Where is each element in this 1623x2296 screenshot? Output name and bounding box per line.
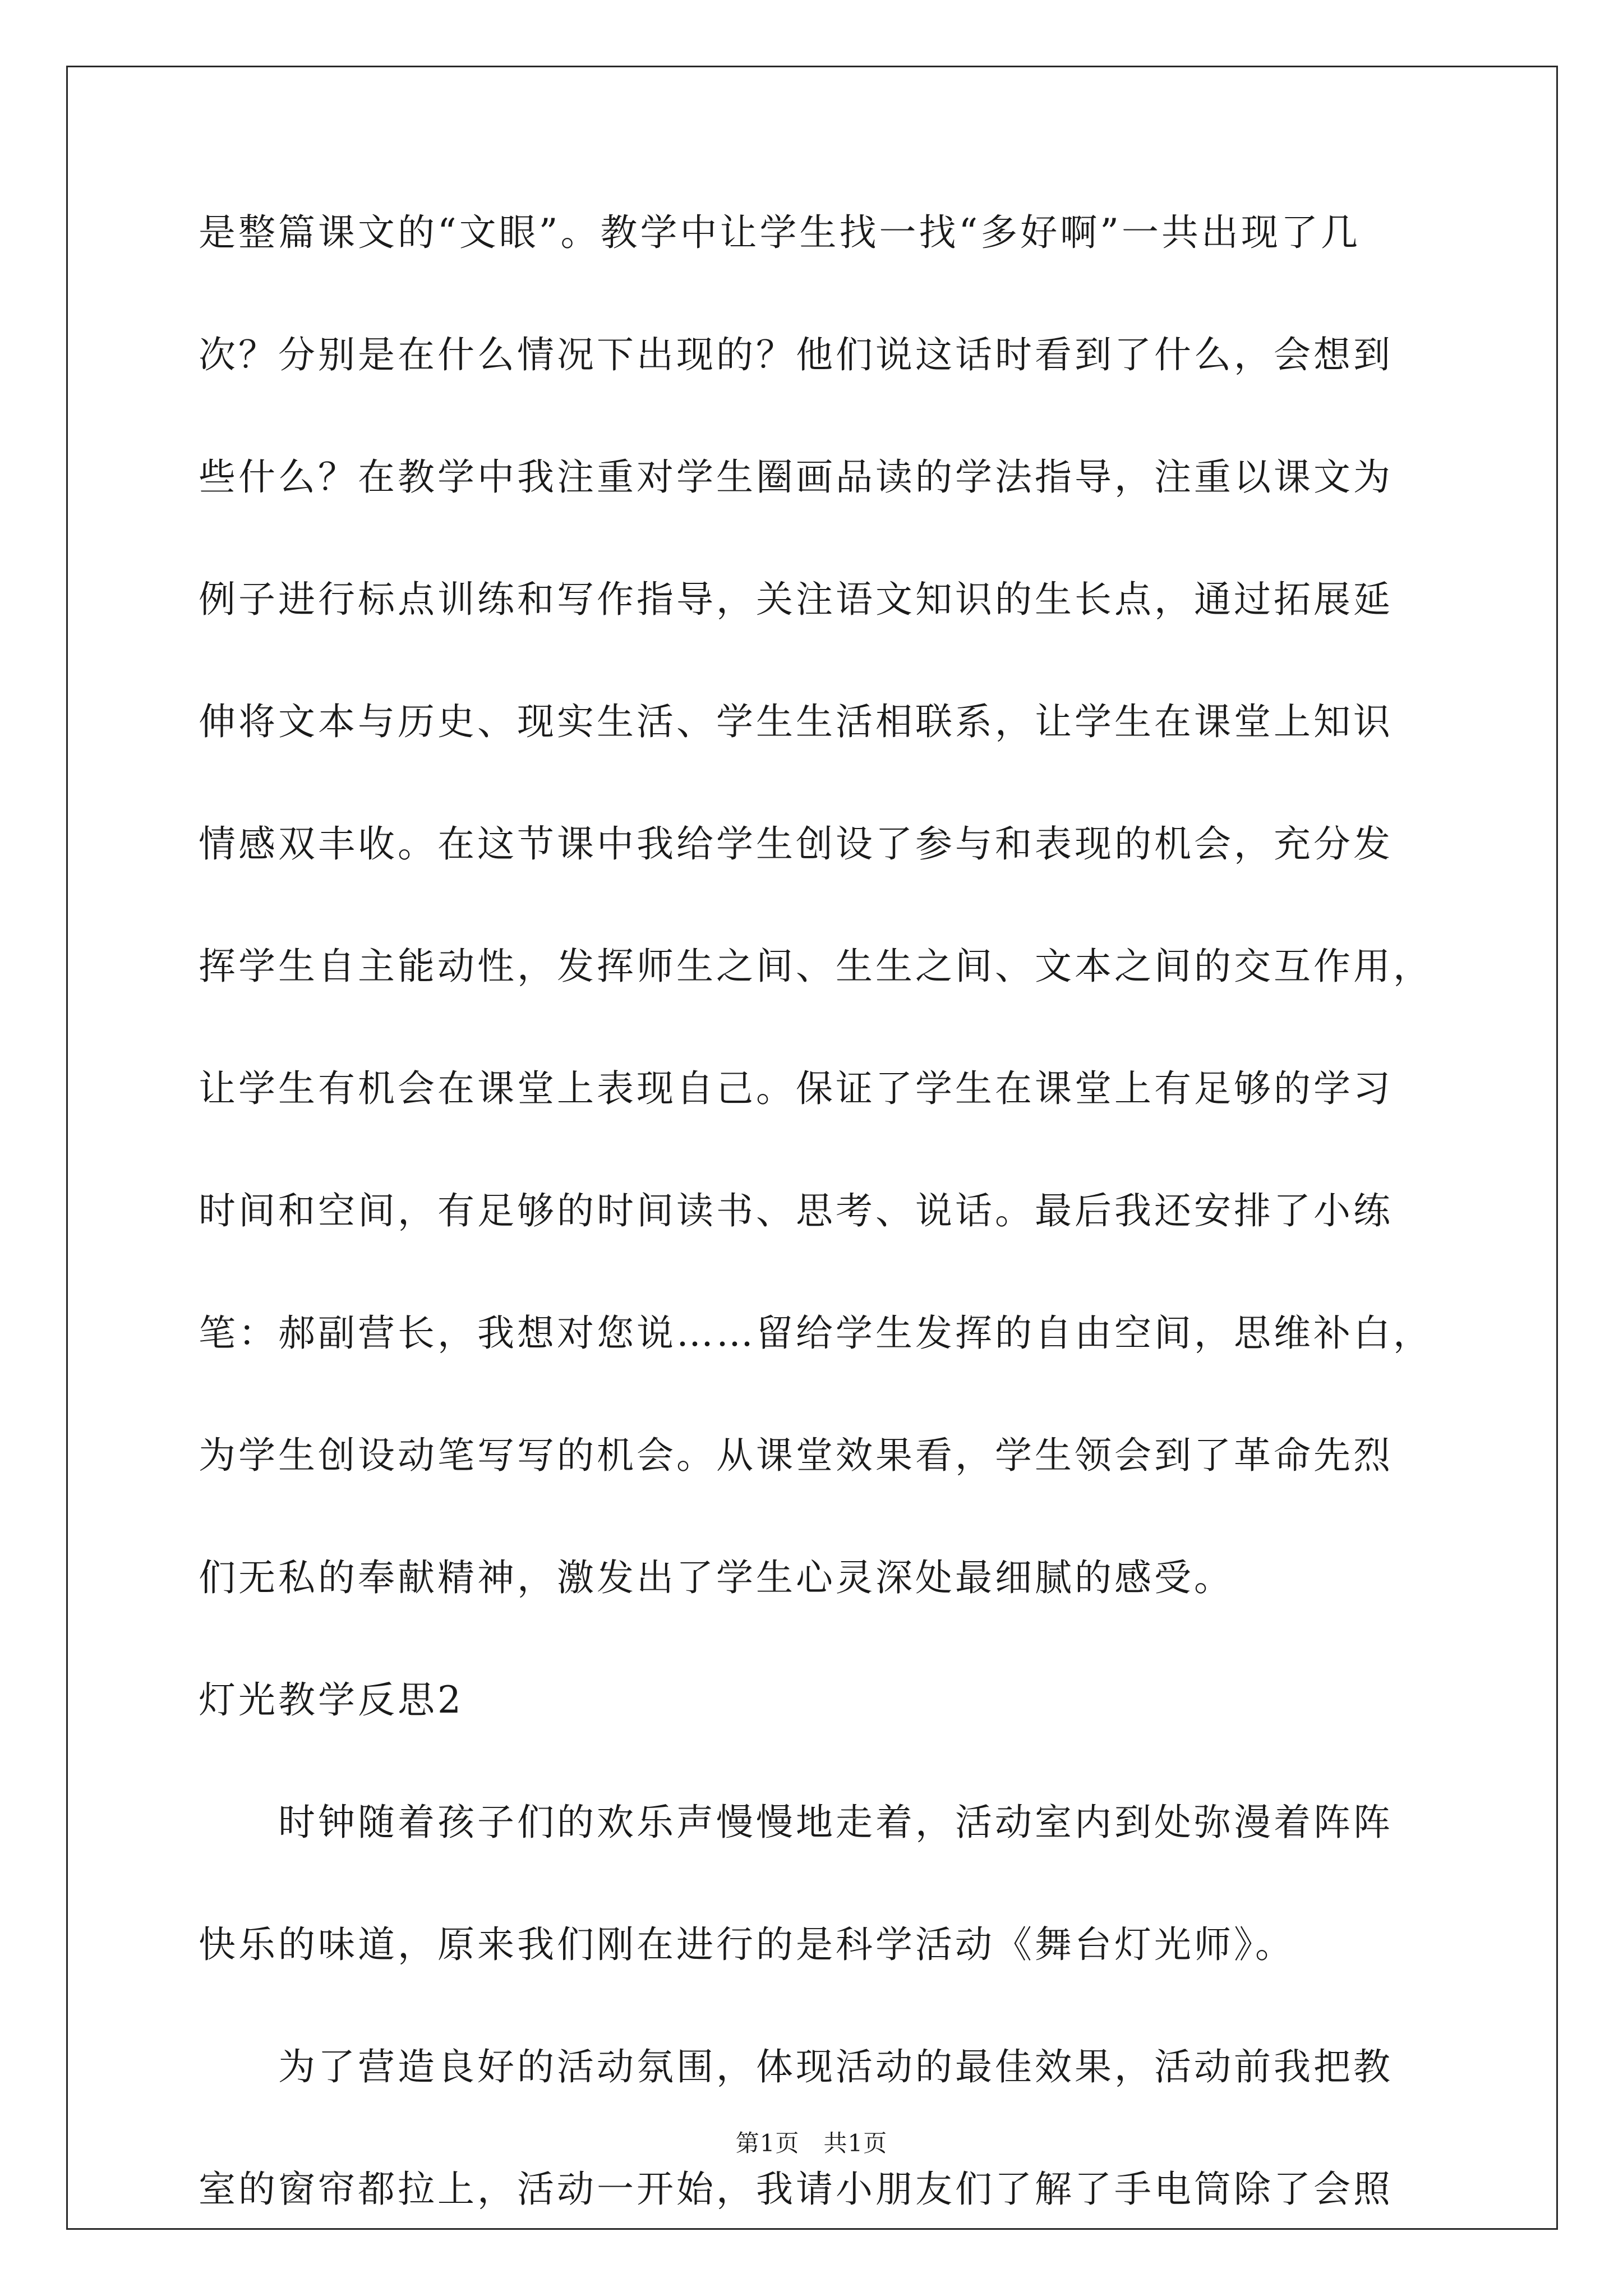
page-border: [66, 66, 1558, 2230]
text-line: 次？分别是在什么情况下出现的？他们说这话时看到了什么，会想到: [199, 333, 1393, 376]
section-heading: 灯光教学反思2: [199, 1678, 464, 1722]
text-line: 时钟随着孩子们的欢乐声慢慢地走着，活动室内到处弥漫着阵阵: [199, 1801, 1393, 1844]
text-line: 时间和空间，有足够的时间读书、思考、说话。最后我还安排了小练: [199, 1189, 1393, 1232]
text-line: 些什么？在教学中我注重对学生圈画品读的学法指导，注重以课文为: [199, 455, 1393, 499]
text-line: 笔：郝副营长，我想对您说……留给学生发挥的自由空间，思维补白，: [199, 1312, 1433, 1355]
text-line: 让学生有机会在课堂上表现自己。保证了学生在课堂上有足够的学习: [199, 1067, 1393, 1110]
text-line: 为了营造良好的活动氛围，体现活动的最佳效果，活动前我把教: [199, 2045, 1393, 2088]
text-line: 室的窗帘都拉上，活动一开始，我请小朋友们了解了手电筒除了会照: [199, 2168, 1393, 2211]
text-line: 们无私的奉献精神，激发出了学生心灵深处最细腻的感受。: [199, 1556, 1234, 1599]
text-line: 为学生创设动笔写写的机会。从课堂效果看，学生领会到了革命先烈: [199, 1434, 1393, 1477]
text-line: 是整篇课文的“文眼”。教学中让学生找一找“多好啊”一共出现了几: [199, 211, 1361, 254]
text-line: 情感双丰收。在这节课中我给学生创设了参与和表现的机会，充分发: [199, 822, 1393, 866]
text-line: 例子进行标点训练和写作指导，关注语文知识的生长点，通过拓展延: [199, 578, 1393, 621]
page-number-footer: 第1页 共1页: [735, 2129, 888, 2157]
text-line: 挥学生自主能动性，发挥师生之间、生生之间、文本之间的交互作用，: [199, 945, 1433, 988]
text-line: 快乐的味道，原来我们刚在进行的是科学活动《舞台灯光师》。: [199, 1923, 1295, 1966]
text-line: 伸将文本与历史、现实生活、学生生活相联系，让学生在课堂上知识: [199, 700, 1393, 743]
